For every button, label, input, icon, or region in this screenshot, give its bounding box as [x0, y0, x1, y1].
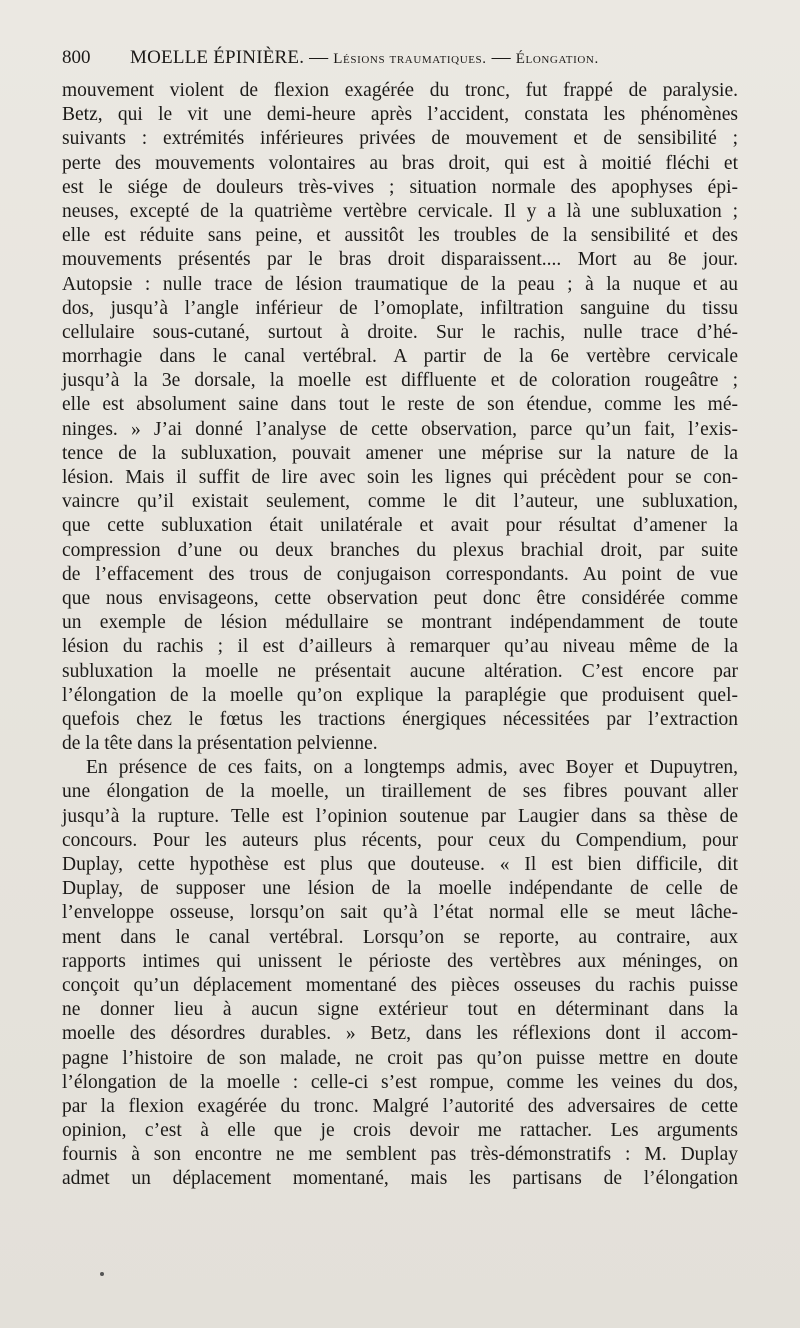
text-line: admet un déplacement momentané, mais les partisans de l’élongation	[62, 1168, 738, 1190]
title-main: MOELLE ÉPINIÈRE.	[130, 47, 305, 68]
text-line: Duplay, cette hypothèse est plus que douteuse. « Il est bien difficile, dit	[62, 854, 738, 875]
text-line: ment dans le canal vertébral. Lorsqu’on se reporte, au contraire, aux	[62, 926, 738, 948]
text-line: elle est réduite sans peine, et aussitôt les troubles de la sensibilité et des	[62, 225, 738, 247]
text-line: ne donner lieu à aucun signe extérieur tout en déterminant dans la	[62, 999, 738, 1021]
paragraph-end-line: de la tête dans la présentation pelvienne.	[62, 733, 378, 755]
text-line: Betz, qui le vit une demi-heure après l’accident, constata les phénomènes	[62, 104, 738, 126]
text-line: ninges. » J’ai donné l’analyse de cette observation, parce qu’un fait, l’exis-	[62, 418, 738, 440]
text-line: par la flexion exagérée du tronc. Malgré l’autorité des adversaires de cette	[62, 1095, 738, 1117]
print-speck	[100, 1272, 104, 1276]
text-line: que nous envisageons, cette observation peut donc être considérée comme	[62, 587, 738, 609]
title-separator: —	[486, 47, 516, 68]
text-line: tence de la subluxation, pouvait amener une méprise sur la nature de la	[62, 442, 738, 464]
text-line: elle est absolument saine dans tout le reste de son étendue, comme les mé-	[62, 394, 738, 416]
text-line: compression d’une ou deux branches du plexus brachial droit, par suite	[62, 539, 738, 561]
text-line: Duplay, de supposer une lésion de la moelle indépendante de celle de	[62, 878, 738, 900]
running-header	[62, 47, 738, 71]
text-line: de l’effacement des trous de conjugaison correspondants. Au point de vue	[62, 563, 738, 585]
text-line: une élongation de la moelle, un tiraillement de ses fibres pouvant aller	[62, 781, 738, 803]
text-line: mouvement violent de flexion exagérée du tronc, fut frappé de paralysie.	[62, 80, 738, 101]
text-line: l’enveloppe osseuse, lorsqu’on sait qu’à l’état normal elle se meut lâche-	[62, 902, 738, 924]
text-line: vaincre qu’il existait seulement, comme le dit l’auteur, une subluxation,	[62, 491, 738, 513]
page-number: 800	[62, 47, 91, 68]
text-line: l’élongation de la moelle : celle-ci s’est rompue, comme les veines du dos,	[62, 1071, 738, 1093]
paragraph-start-line: En présence de ces faits, on a longtemps admis, avec Boyer et Dupuytren,	[86, 757, 738, 779]
text-line: neuses, excepté de la quatrième vertèbre cervicale. Il y a là une subluxation ;	[62, 200, 738, 222]
title-section: Lésions traumatiques.	[333, 51, 487, 67]
text-line: que cette subluxation était unilatérale et avait pour résultat d’amener la	[62, 515, 738, 537]
text-line: Autopsie : nulle trace de lésion traumatique de la peau ; à la nuque et au	[62, 273, 738, 295]
running-title	[130, 47, 599, 69]
text-line: l’élongation de la moelle qu’on explique la paraplégie que produisent quel-	[62, 684, 738, 706]
body-text	[62, 79, 738, 1192]
text-line: jusqu’à la 3e dorsale, la moelle est diffluente et de coloration rougeâtre ;	[62, 370, 738, 392]
text-line: subluxation la moelle ne présentait aucune altération. C’est encore par	[62, 660, 738, 682]
text-line: suivants : extrémités inférieures privées de mouvement et de sensibilité ;	[62, 128, 738, 150]
text-line: moelle des désordres durables. » Betz, dans les réflexions dont il accom-	[62, 1023, 738, 1045]
text-line: un exemple de lésion médullaire se montrant indépendamment de toute	[62, 612, 738, 634]
title-subsection: Élongation.	[515, 51, 599, 67]
text-line: est le siége de douleurs très-vives ; situation normale des apophyses épi-	[62, 176, 738, 198]
title-separator: —	[304, 47, 334, 68]
text-line: lésion. Mais il suffit de lire avec soin les lignes qui précèdent pour se con-	[62, 467, 738, 488]
text-line: fournis à son encontre ne me semblent pas très-démonstratifs : M. Duplay	[62, 1144, 738, 1166]
text-line: conçoit qu’un déplacement momentané des pièces osseuses du rachis puisse	[62, 974, 738, 996]
text-line: dos, jusqu’à l’angle inférieur de l’omoplate, infiltration sanguine du tissu	[62, 297, 738, 319]
text-line: jusqu’à la rupture. Telle est l’opinion soutenue par Laugier dans sa thèse de	[62, 805, 738, 827]
text-line: rapports intimes qui unissent le périoste des vertèbres aux méninges, on	[62, 950, 738, 972]
text-line: perte des mouvements volontaires au bras droit, qui est à moitié fléchi et	[62, 152, 738, 174]
text-line: quefois chez le fœtus les tractions énergiques nécessitées par l’extraction	[62, 708, 738, 730]
text-line: opinion, c’est à elle que je crois devoir me rattacher. Les arguments	[62, 1120, 738, 1142]
text-line: lésion du rachis ; il est d’ailleurs à remarquer qu’au niveau même de la	[62, 636, 738, 658]
text-line: morrhagie dans le canal vertébral. A partir de la 6e vertèbre cervicale	[62, 346, 738, 368]
text-line: pagne l’histoire de son malade, ne croit pas qu’on puisse mettre en doute	[62, 1047, 738, 1069]
text-line: cellulaire sous-cutané, surtout à droite. Sur le rachis, nulle trace d’hé-	[62, 321, 738, 343]
text-line: mouvements présentés par le bras droit disparaissent.... Mort au 8e jour.	[62, 249, 738, 271]
text-line: concours. Pour les auteurs plus récents, pour ceux du Compendium, pour	[62, 829, 738, 851]
